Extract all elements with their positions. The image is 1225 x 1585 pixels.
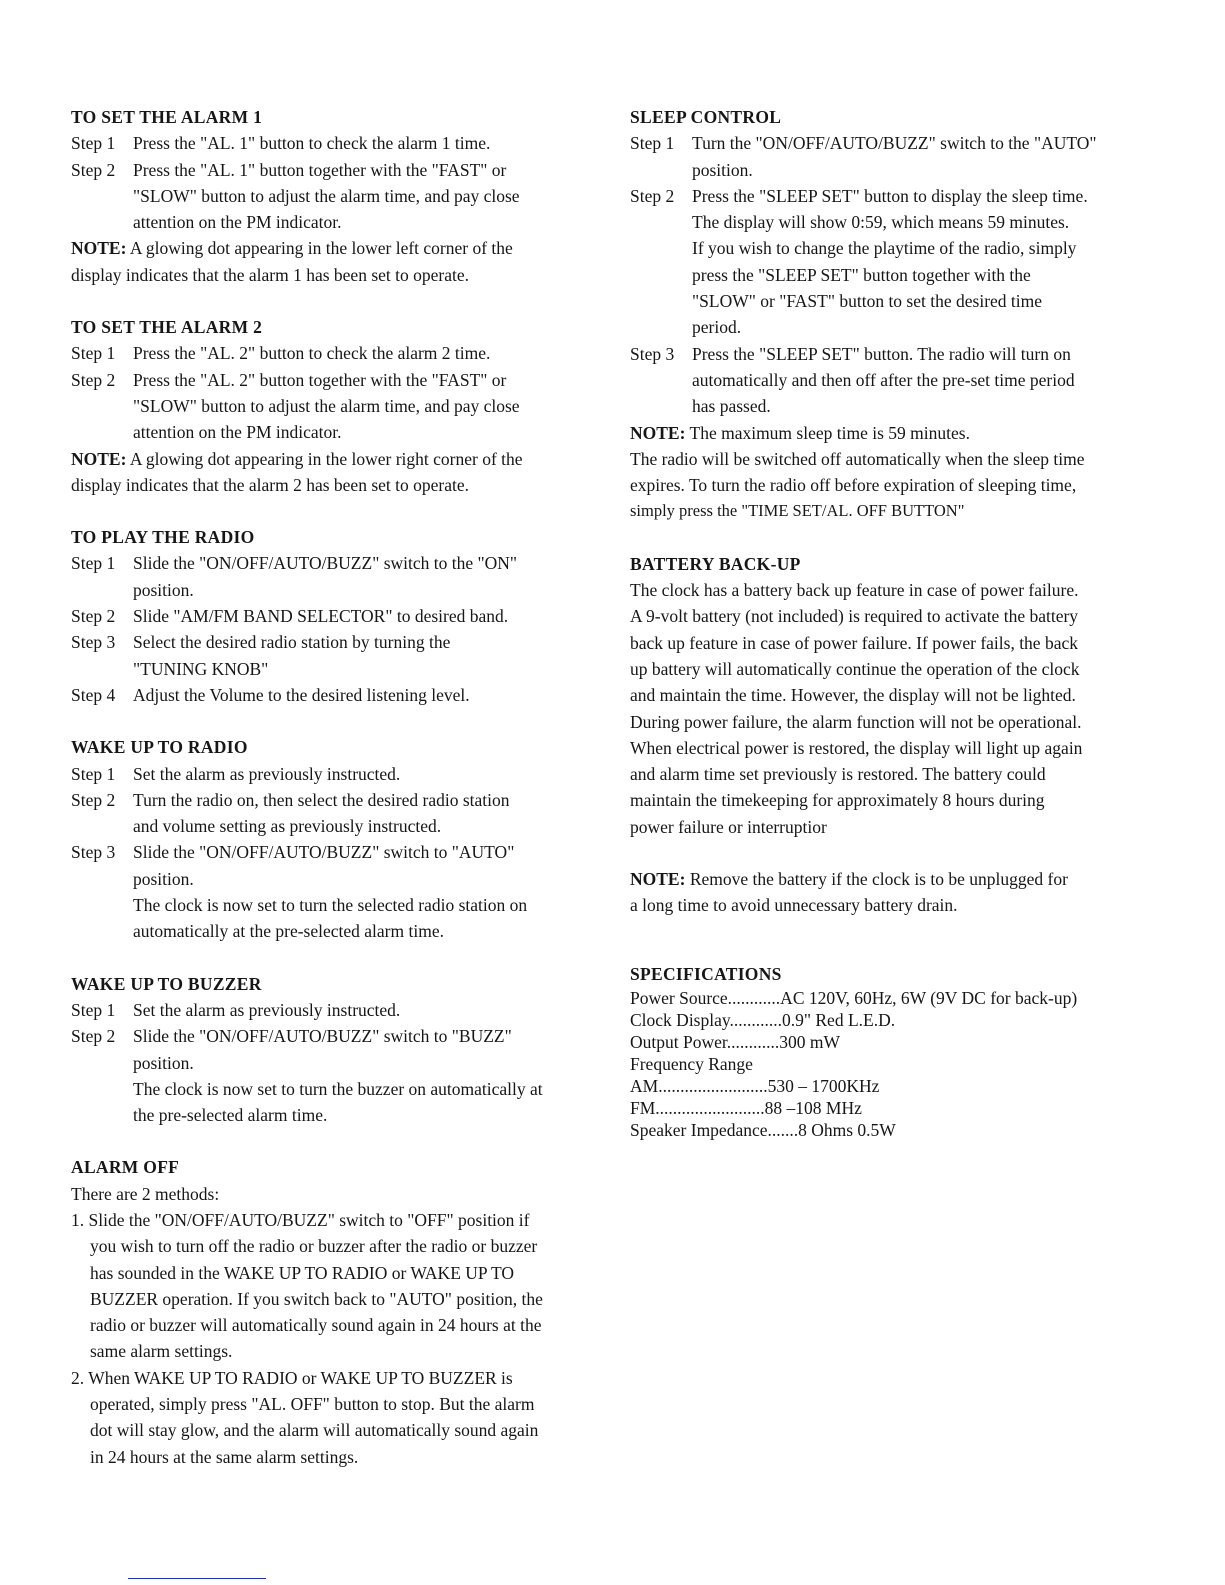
step-text: Press the "AL. 1" button together with the "FAST" or	[133, 159, 507, 180]
note-text: a long time to avoid unnecessary battery drain.	[630, 895, 958, 916]
step-text: Press the "SLEEP SET" button. The radio will turn on	[692, 343, 1071, 364]
sleep-section	[630, 104, 1190, 525]
note-label: NOTE:	[71, 238, 127, 259]
step-label: Step 1	[71, 553, 116, 574]
wake-radio-section	[71, 734, 616, 944]
section-title: ALARM OFF	[71, 1157, 180, 1178]
step-text: Turn the "ON/OFF/AUTO/BUZZ" switch to the "AUTO"	[692, 133, 1097, 154]
body-text: back up feature in case of power failure. If power fails, the back	[630, 632, 1078, 653]
body-text: and alarm time set previously is restored. The battery could	[630, 764, 1046, 785]
step-label: Step 1	[630, 133, 675, 154]
note-text: display indicates that the alarm 1 has been set to operate.	[71, 264, 469, 285]
alarm2-section	[71, 314, 616, 498]
method-text: BUZZER operation. If you switch back to "AUTO" position, the	[90, 1288, 543, 1309]
left-column	[71, 104, 616, 1470]
note-text: display indicates that the alarm 2 has been set to operate.	[71, 474, 469, 495]
alarm1-section	[71, 104, 616, 288]
step-text: and volume setting as previously instructed.	[133, 816, 442, 837]
step-label: Step 3	[71, 842, 116, 863]
alarm-off-section	[71, 1154, 616, 1470]
step-text: Slide the "ON/OFF/AUTO/BUZZ" switch to "BUZZ"	[133, 1026, 512, 1047]
step-text: Set the alarm as previously instructed.	[133, 763, 401, 784]
section-title: SPECIFICATIONS	[630, 963, 782, 984]
method-text: same alarm settings.	[90, 1341, 233, 1362]
spec-line: AM.........................530 – 1700KHz	[630, 1075, 880, 1096]
step-text: Press the "AL. 2" button to check the alarm 2 time.	[133, 343, 491, 364]
step-text: period.	[692, 317, 742, 338]
step-text: has passed.	[692, 396, 771, 417]
step-text: Turn the radio on, then select the desired radio station	[133, 789, 510, 810]
body-text: maintain the timekeeping for approximately 8 hours during	[630, 790, 1045, 811]
section-title: WAKE UP TO BUZZER	[71, 973, 262, 994]
step-label: Step 1	[71, 343, 116, 364]
specifications-section	[630, 961, 1190, 1141]
spec-line: Output Power............300 mW	[630, 1031, 840, 1052]
step-text: "SLOW" button to adjust the alarm time, and pay close	[133, 395, 520, 416]
method-text: radio or buzzer will automatically sound again in 24 hours at the	[90, 1315, 542, 1336]
step-text: The clock is now set to turn the buzzer on automatically at	[133, 1078, 543, 1099]
step-text: "TUNING KNOB"	[133, 658, 269, 679]
step-text: Slide the "ON/OFF/AUTO/BUZZ" switch to the "ON"	[133, 553, 518, 574]
step-text: "SLOW" or "FAST" button to set the desired time	[692, 291, 1043, 312]
right-column	[630, 104, 1190, 1141]
step-label: Step 3	[630, 343, 675, 364]
intro-text: There are 2 methods:	[71, 1183, 220, 1204]
step-label: Step 1	[71, 999, 116, 1020]
note-text: A glowing dot appearing in the lower right corner of the	[129, 448, 523, 469]
body-text: During power failure, the alarm function will not be operational.	[630, 711, 1082, 732]
note-text: A glowing dot appearing in the lower left corner of the	[129, 238, 513, 259]
step-label: Step 4	[71, 684, 116, 705]
step-text: position.	[133, 868, 194, 889]
section-title: BATTERY BACK-UP	[630, 553, 801, 574]
method-text: you wish to turn off the radio or buzzer after the radio or buzzer	[90, 1236, 538, 1257]
body-text: and maintain the time. However, the display will not be lighted.	[630, 685, 1076, 706]
method-text: in 24 hours at the same alarm settings.	[90, 1446, 359, 1467]
bottom-rule	[128, 1578, 266, 1579]
step-text: automatically at the pre-selected alarm time.	[133, 921, 444, 942]
note-text: Remove the battery if the clock is to be unplugged for	[689, 869, 1068, 890]
step-text: Press the "AL. 1" button to check the alarm 1 time.	[133, 133, 491, 154]
body-text: power failure or interruptior	[630, 816, 827, 837]
step-text: If you wish to change the playtime of the radio, simply	[692, 238, 1077, 259]
section-title: TO SET THE ALARM 1	[71, 107, 263, 127]
spec-line: Power Source............AC 120V, 60Hz, 6W (9V DC for back-up)	[630, 987, 1078, 1008]
note-label: NOTE:	[71, 448, 127, 469]
step-text: Select the desired radio station by turning the	[133, 632, 451, 653]
body-text: up battery will automatically continue the operation of the clock	[630, 658, 1080, 679]
step-text: The display will show 0:59, which means 59 minutes.	[692, 212, 1070, 233]
step-label: Step 2	[71, 369, 116, 390]
step-text: Press the "SLEEP SET" button to display the sleep time.	[692, 185, 1088, 206]
step-text: automatically and then off after the pre-set time period	[692, 369, 1075, 390]
spec-line: Speaker Impedance.......8 Ohms 0.5W	[630, 1119, 896, 1140]
note-label: NOTE:	[630, 422, 686, 443]
method-text: Slide the "ON/OFF/AUTO/BUZZ" switch to "OFF" position if	[88, 1209, 530, 1230]
step-label: Step 3	[71, 632, 116, 653]
step-label: Step 2	[630, 185, 675, 206]
step-text: Slide "AM/FM BAND SELECTOR" to desired band.	[133, 606, 509, 627]
step-label: Step 2	[71, 789, 116, 810]
method-number: 2.	[71, 1367, 85, 1388]
note-label: NOTE:	[630, 869, 686, 890]
section-title: TO PLAY THE RADIO	[71, 527, 255, 548]
step-label: Step 2	[71, 159, 116, 180]
radio-section	[71, 524, 616, 708]
step-text: position.	[692, 159, 753, 180]
battery-section	[630, 551, 1190, 919]
step-text: The clock is now set to turn the selected radio station on	[133, 895, 528, 916]
section-title: SLEEP CONTROL	[630, 107, 782, 127]
step-text: Press the "AL. 2" button together with the "FAST" or	[133, 369, 507, 390]
body-text: When electrical power is restored, the display will light up again	[630, 737, 1083, 758]
section-title: TO SET THE ALARM 2	[71, 317, 263, 338]
body-text: A 9-volt battery (not included) is required to activate the battery	[630, 606, 1079, 627]
method-text: has sounded in the WAKE UP TO RADIO or WAKE UP TO	[90, 1262, 515, 1283]
section-title: WAKE UP TO RADIO	[71, 737, 248, 758]
step-text: position.	[133, 1052, 194, 1073]
note-text: The radio will be switched off automatically when the sleep time	[630, 448, 1085, 469]
step-text: Slide the "ON/OFF/AUTO/BUZZ" switch to "AUTO"	[133, 842, 515, 863]
method-text: When WAKE UP TO RADIO or WAKE UP TO BUZZER is	[88, 1367, 513, 1388]
step-text: attention on the PM indicator.	[133, 422, 342, 443]
method-text: operated, simply press "AL. OFF" button to stop. But the alarm	[90, 1394, 535, 1415]
spec-line: Frequency Range	[630, 1053, 753, 1074]
step-text: Set the alarm as previously instructed.	[133, 999, 401, 1020]
wake-buzzer-section	[71, 971, 616, 1129]
step-text: position.	[133, 579, 194, 600]
step-label: Step 2	[71, 1026, 116, 1047]
spec-line: Clock Display............0.9" Red L.E.D.	[630, 1009, 896, 1030]
note-text: expires. To turn the radio off before expiration of sleeping time,	[630, 475, 1077, 496]
spec-line: FM.........................88 –108 MHz	[630, 1097, 862, 1118]
step-text: "SLOW" button to adjust the alarm time, and pay close	[133, 185, 520, 206]
step-text: attention on the PM indicator.	[133, 212, 342, 233]
step-label: Step 1	[71, 763, 116, 784]
step-text: Adjust the Volume to the desired listening level.	[133, 684, 470, 705]
body-text: The clock has a battery back up feature in case of power failure.	[630, 580, 1079, 601]
note-text: The maximum sleep time is 59 minutes.	[689, 422, 970, 443]
note-text: simply press the "TIME SET/AL. OFF BUTTON"	[630, 501, 965, 521]
step-text: the pre-selected alarm time.	[133, 1105, 328, 1126]
method-number: 1.	[71, 1209, 85, 1230]
step-label: Step 2	[71, 606, 116, 627]
step-text: press the "SLEEP SET" button together with the	[692, 264, 1031, 285]
step-label: Step 1	[71, 133, 116, 154]
method-text: dot will stay glow, and the alarm will automatically sound again	[90, 1420, 539, 1441]
